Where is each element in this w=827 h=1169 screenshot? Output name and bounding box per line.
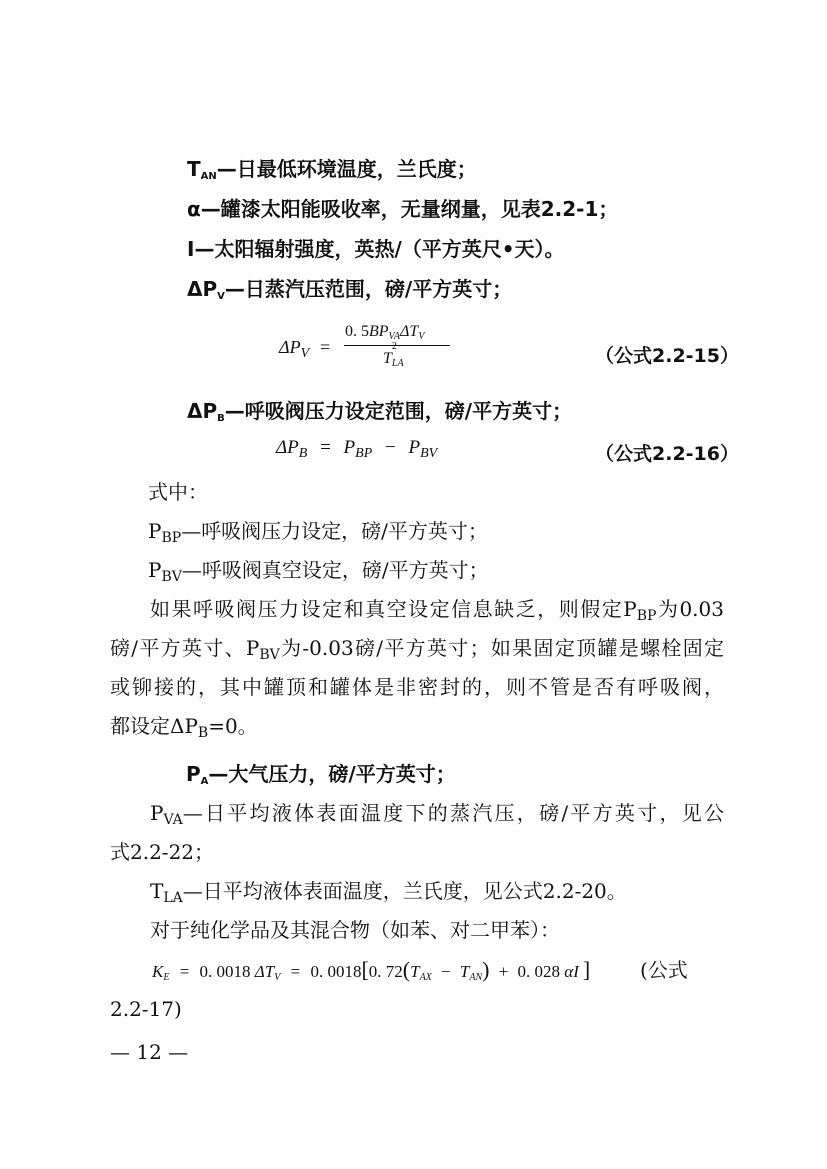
paragraph-line-1: 如果呼吸阀压力设定和真空设定信息缺乏，则假定$P_{BP}$为0.03 — [150, 597, 724, 624]
eq16-expression: $\Delta P_B = P_{BP} - P_{BV}$ — [276, 437, 438, 461]
paragraph-line-3: 或铆接的，其中罐顶和罐体是非密封的，则不管是否有呼吸阀， — [110, 675, 724, 699]
def-dp-v: $\Delta P_V—$日蒸汽压范围，磅/平方英寸； — [187, 277, 513, 302]
eq15-lhs: $\Delta P_V$ — [279, 337, 310, 361]
pure-chemicals-intro: 对于纯化学品及其混合物（如苯、对二甲苯）： — [150, 918, 560, 942]
def-t-an: $T_{AN}—$日最低环境温度，兰氏度； — [187, 157, 477, 182]
eq15-equals: = — [320, 337, 331, 357]
def-pva: $P_{VA}—$日平均液体表面温度下的蒸汽压，磅/平方英寸，见公 — [150, 801, 724, 828]
paragraph-line-4: 都设定$\Delta P_B=0$。 — [110, 714, 258, 741]
def-pbv: $P_{BV}—$呼吸阀真空设定，磅/平方英寸； — [148, 558, 489, 585]
page-number: — 12 — — [110, 1040, 189, 1064]
eq17-label-cont: 2.2-17) — [110, 997, 182, 1021]
def-p-a: $P_A—$大气压力，磅/平方英寸； — [186, 762, 456, 787]
eq15-label: （公式2.2-15） — [595, 345, 739, 367]
eq15-denominator: T 2 LA — [383, 341, 404, 369]
where-label: 式中： — [148, 480, 208, 504]
eq17-label: (公式 — [640, 958, 688, 982]
def-pva-cont: 式2.2-22； — [110, 840, 215, 864]
eq15-numerator: 0. $5BP_{VA}\Delta T_V$ — [345, 323, 425, 342]
def-tla: $T_{LA}—$日平均液体表面温度，兰氏度，见公式2.2-20。 — [150, 879, 627, 906]
paragraph-line-2: 磅/平方英寸、$P_{BV}$为-0.03磅/平方英寸；如果固定顶罐是螺栓固定 — [110, 636, 725, 663]
def-i: I—太阳辐射强度，英热/（平方英尺•天）。 — [187, 237, 565, 261]
def-pbp: $P_{BP}—$呼吸阀压力设定，磅/平方英寸； — [148, 519, 488, 546]
def-dp-b: $\Delta P_B—$呼吸阀压力设定范围，磅/平方英寸； — [187, 399, 573, 424]
eq17-expression: $K_E = 0$. 0018 $\Delta T_V = 0$. 0018[0. $72(T_{AX} - T_{AN}) + 0$. 028 αI ] — [152, 957, 591, 983]
eq15-fraction-bar — [344, 345, 450, 346]
eq16-label: （公式2.2-16） — [595, 443, 739, 465]
def-alpha: α—罐漆太阳能吸收率，无量纲量，见表2.2-1； — [187, 197, 619, 221]
